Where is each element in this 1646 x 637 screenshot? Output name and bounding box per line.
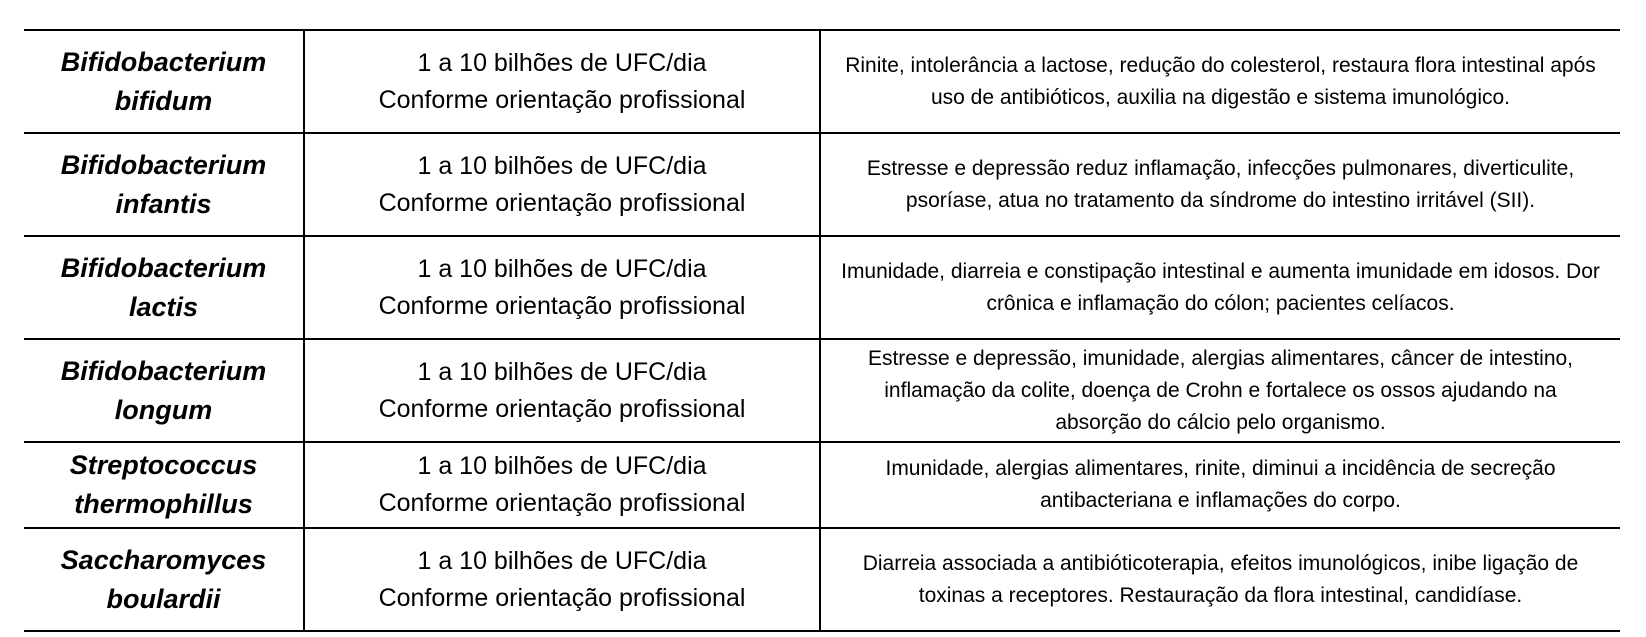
dosage-note: Conforme orientação profissional xyxy=(378,583,746,612)
table-row xyxy=(24,30,1620,133)
indications-cell xyxy=(820,133,1620,236)
species-genus: Bifidobacterium xyxy=(60,252,267,283)
dosage-note: Conforme orientação profissional xyxy=(378,489,746,517)
indications-text: Imunidade, diarreia e constipação intestinal e aumenta imunidade em idosos. Dor crônica e inflamação do cólon; pacientes celíacos. xyxy=(841,259,1600,315)
dosage-cell xyxy=(304,339,820,442)
dosage-amount: 1 a 10 bilhões de UFC/dia xyxy=(417,254,707,283)
species-genus: Bifidobacterium xyxy=(60,149,267,180)
table-row xyxy=(24,133,1620,236)
species-cell xyxy=(24,339,304,442)
species-epithet: infantis xyxy=(115,188,212,219)
species-epithet: longum xyxy=(114,394,213,425)
species-epithet: bifidum xyxy=(114,85,213,116)
dosage-cell xyxy=(304,442,820,528)
species-genus: Streptococcus xyxy=(69,450,258,480)
species-cell xyxy=(24,30,304,133)
indications-text: Diarreia associada a antibióticoterapia, efeitos imunológicos, inibe ligação de toxinas a receptores. Restauração da flora intestinal, candidíase. xyxy=(862,551,1579,607)
table-row xyxy=(24,236,1620,339)
species-genus: Saccharomyces xyxy=(60,544,267,575)
dosage-note: Conforme orientação profissional xyxy=(378,291,746,320)
indications-cell xyxy=(820,339,1620,442)
table-row xyxy=(24,528,1620,631)
dosage-cell xyxy=(304,133,820,236)
dosage-amount: 1 a 10 bilhões de UFC/dia xyxy=(417,151,707,180)
dosage-amount: 1 a 10 bilhões de UFC/dia xyxy=(417,452,707,480)
indications-text: Rinite, intolerância a lactose, redução do colesterol, restaura flora intestinal após uso de antibióticos, auxilia na digestão e sistema imunológico. xyxy=(845,53,1596,109)
dosage-note: Conforme orientação profissional xyxy=(378,188,746,217)
dosage-amount: 1 a 10 bilhões de UFC/dia xyxy=(417,357,707,386)
species-cell xyxy=(24,236,304,339)
species-cell xyxy=(24,528,304,631)
species-genus: Bifidobacterium xyxy=(60,355,267,386)
dosage-cell xyxy=(304,528,820,631)
species-cell xyxy=(24,442,304,528)
indications-cell xyxy=(820,528,1620,631)
dosage-cell xyxy=(304,30,820,133)
species-epithet: thermophillus xyxy=(74,489,253,519)
table-row xyxy=(24,339,1620,442)
species-cell xyxy=(24,133,304,236)
indications-text: Estresse e depressão reduz inflamação, infecções pulmonares, diverticulite, psoríase, atua no tratamento da síndrome do intestino irritável (SII). xyxy=(866,156,1575,212)
dosage-amount: 1 a 10 bilhões de UFC/dia xyxy=(417,48,707,77)
species-epithet: boulardii xyxy=(106,583,221,614)
dosage-note: Conforme orientação profissional xyxy=(378,394,746,423)
species-genus: Bifidobacterium xyxy=(60,46,267,77)
species-epithet: lactis xyxy=(128,291,199,322)
indications-text: Estresse e depressão, imunidade, alergias alimentares, câncer de intestino, inflamação da colite, doença de Crohn e fortalece os ossos ajudando na absorção do cálcio pelo organismo. xyxy=(867,346,1574,434)
indications-cell xyxy=(820,236,1620,339)
indications-cell xyxy=(820,30,1620,133)
indications-text: Imunidade, alergias alimentares, rinite, diminui a incidência de secreção antibacteriana e inflamações do corpo. xyxy=(885,457,1556,512)
probiotic-table xyxy=(24,29,1620,632)
indications-cell xyxy=(820,442,1620,528)
table-row xyxy=(24,442,1620,528)
dosage-amount: 1 a 10 bilhões de UFC/dia xyxy=(417,546,707,575)
dosage-cell xyxy=(304,236,820,339)
dosage-note: Conforme orientação profissional xyxy=(378,85,746,114)
